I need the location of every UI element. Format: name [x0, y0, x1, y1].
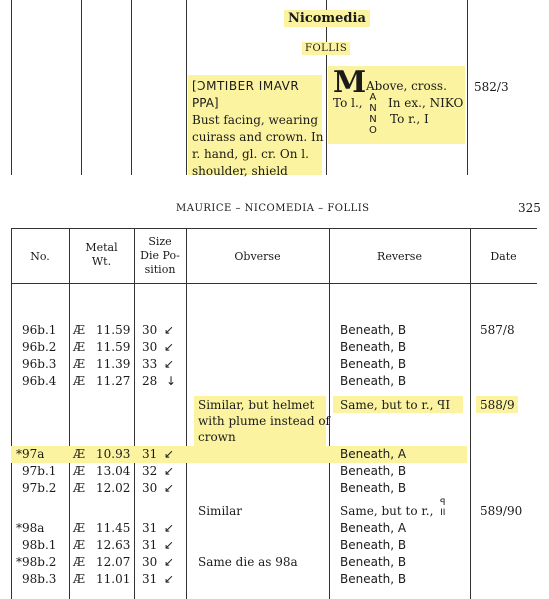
row-weight: 11.01 — [96, 572, 131, 586]
row-metal: Æ — [73, 521, 86, 535]
row-metal: Æ — [73, 572, 86, 586]
similar-date: 588/9 — [480, 398, 515, 412]
row-weight: 10.93 — [96, 447, 131, 461]
header-rule — [11, 283, 537, 284]
row-size: 33 — [142, 357, 158, 371]
row-size: 30 — [142, 323, 158, 337]
row-reverse: Beneath, A — [340, 521, 407, 535]
header-text: Die Po- — [140, 249, 180, 262]
obverse-text: with plume instead of — [198, 414, 330, 428]
similar-obverse — [198, 397, 330, 445]
row-number: *97a — [16, 447, 45, 461]
die-axis-icon: ↙ — [164, 340, 175, 354]
header-text: sition — [144, 263, 176, 276]
row-number: 98b.3 — [22, 572, 57, 586]
row-reverse: Beneath, B — [340, 481, 407, 495]
die-axis-icon: ↙ — [164, 555, 175, 569]
obverse-legend: PPA] — [192, 96, 219, 110]
row-date: 587/8 — [480, 323, 515, 337]
row-number: 96b.4 — [22, 374, 57, 388]
row-size: 30 — [142, 481, 158, 495]
row-reverse: Beneath, A — [340, 447, 407, 461]
reverse-exergue: In ex., NIKO — [388, 96, 464, 110]
row-metal: Æ — [73, 447, 86, 461]
table-top-rule — [11, 228, 537, 229]
header-reverse: Reverse — [377, 250, 422, 263]
row-reverse: Beneath, B — [340, 374, 407, 388]
die-axis-icon: ↙ — [164, 323, 175, 337]
obverse-text: Similar, but helmet — [198, 398, 315, 412]
obverse-legend: [ƆMTIBER IMAVR — [192, 79, 300, 93]
rule — [467, 0, 468, 175]
row-metal: Æ — [73, 464, 86, 478]
row-metal: Æ — [73, 481, 86, 495]
row-reverse: Beneath, B — [340, 464, 407, 478]
rule — [81, 0, 82, 175]
row-weight: 12.07 — [96, 555, 131, 569]
row-weight: 11.45 — [96, 521, 131, 535]
die-axis-icon: ↙ — [164, 447, 175, 461]
denomination-heading: FOLLIS — [302, 42, 350, 55]
similar-reverse: Same, but to r., ꟼI — [340, 398, 451, 412]
rule — [470, 228, 471, 599]
reverse-above: Above, cross. — [366, 79, 447, 93]
obverse-text: Bust facing, wearing — [192, 113, 319, 127]
similar-obverse: Similar — [198, 504, 243, 518]
die-axis-icon: ↙ — [164, 572, 175, 586]
die-axis-icon: ↙ — [164, 357, 175, 371]
row-size: 32 — [142, 464, 158, 478]
row-metal: Æ — [73, 357, 86, 371]
reverse-mark-M: M — [333, 65, 367, 100]
row-weight: 11.59 — [96, 340, 131, 354]
row-weight: 11.39 — [96, 357, 131, 371]
die-axis-icon: ↙ — [164, 481, 175, 495]
row-obverse: Same die as 98a — [198, 555, 298, 569]
die-axis-icon: ↙ — [164, 521, 175, 535]
row-weight: 13.04 — [96, 464, 131, 478]
rule — [186, 228, 187, 599]
letter: O — [369, 125, 377, 136]
die-axis-icon: ↙ — [164, 464, 175, 478]
row-size: 31 — [142, 572, 158, 586]
reverse-officina-mark — [440, 498, 445, 518]
rule — [134, 228, 135, 599]
letter: A — [369, 92, 377, 103]
running-head: MAURICE – NICOMEDIA – FOLLIS — [176, 203, 370, 214]
row-metal: Æ — [73, 323, 86, 337]
mark-text: ꟼ — [440, 498, 446, 508]
row-weight: 11.27 — [96, 374, 131, 388]
header-text: Metal — [85, 241, 118, 254]
top-date: 582/3 — [474, 80, 509, 94]
similar-reverse: Same, but to r., — [340, 504, 434, 518]
row-metal: Æ — [73, 555, 86, 569]
header-text: Size — [148, 235, 172, 248]
mark-text: II — [440, 508, 446, 518]
rule — [11, 0, 12, 175]
header-obverse: Obverse — [234, 250, 281, 263]
header-metal-wt — [69, 241, 134, 269]
row-reverse: Beneath, B — [340, 340, 407, 354]
header-text: Wt. — [91, 255, 112, 268]
row-reverse: Beneath, B — [340, 357, 407, 371]
row-size: 28 — [142, 374, 158, 388]
reverse-vertical-legend — [369, 92, 377, 136]
row-number: *98a — [16, 521, 45, 535]
row-reverse: Beneath, B — [340, 572, 407, 586]
obverse-text: crown — [198, 430, 236, 444]
obverse-text: cuirass and crown. In — [192, 130, 324, 144]
rule — [69, 228, 70, 599]
die-axis-icon: ↙ — [164, 538, 175, 552]
row-size: 31 — [142, 447, 158, 461]
letter: N — [369, 114, 377, 125]
row-number: 98b.1 — [22, 538, 57, 552]
letter: N — [369, 103, 377, 114]
rule — [186, 0, 187, 175]
row-reverse: Beneath, B — [340, 538, 407, 552]
header-no: No. — [30, 250, 50, 263]
reverse-to-left: To l., — [333, 96, 363, 110]
header-size-die — [134, 235, 186, 277]
row-number: 97b.2 — [22, 481, 57, 495]
row-number: 96b.2 — [22, 340, 57, 354]
header-date: Date — [490, 250, 517, 263]
row-reverse: Beneath, B — [340, 323, 407, 337]
row-weight: 11.59 — [96, 323, 131, 337]
row-number: *98b.2 — [16, 555, 57, 569]
obverse-text: r. hand, gl. cr. On l. — [192, 147, 309, 161]
rule — [11, 228, 12, 599]
reverse-to-right: To r., I — [390, 112, 429, 126]
obverse-description — [192, 78, 323, 180]
row-weight: 12.02 — [96, 481, 131, 495]
row-number: 97b.1 — [22, 464, 57, 478]
row-size: 31 — [142, 521, 158, 535]
row-reverse: Beneath, B — [340, 555, 407, 569]
row-size: 31 — [142, 538, 158, 552]
rule — [131, 0, 132, 175]
mint-heading: Nicomedia — [284, 10, 370, 27]
page-number: 325 — [518, 201, 541, 215]
row-metal: Æ — [73, 538, 86, 552]
row-metal: Æ — [73, 374, 86, 388]
row-size: 30 — [142, 340, 158, 354]
obverse-text: shoulder, shield — [192, 164, 288, 178]
row-number: 96b.1 — [22, 323, 57, 337]
row-size: 30 — [142, 555, 158, 569]
similar-date: 589/90 — [480, 504, 523, 518]
row-number: 96b.3 — [22, 357, 57, 371]
row-weight: 12.63 — [96, 538, 131, 552]
die-axis-icon: ↓ — [166, 374, 177, 388]
row-metal: Æ — [73, 340, 86, 354]
